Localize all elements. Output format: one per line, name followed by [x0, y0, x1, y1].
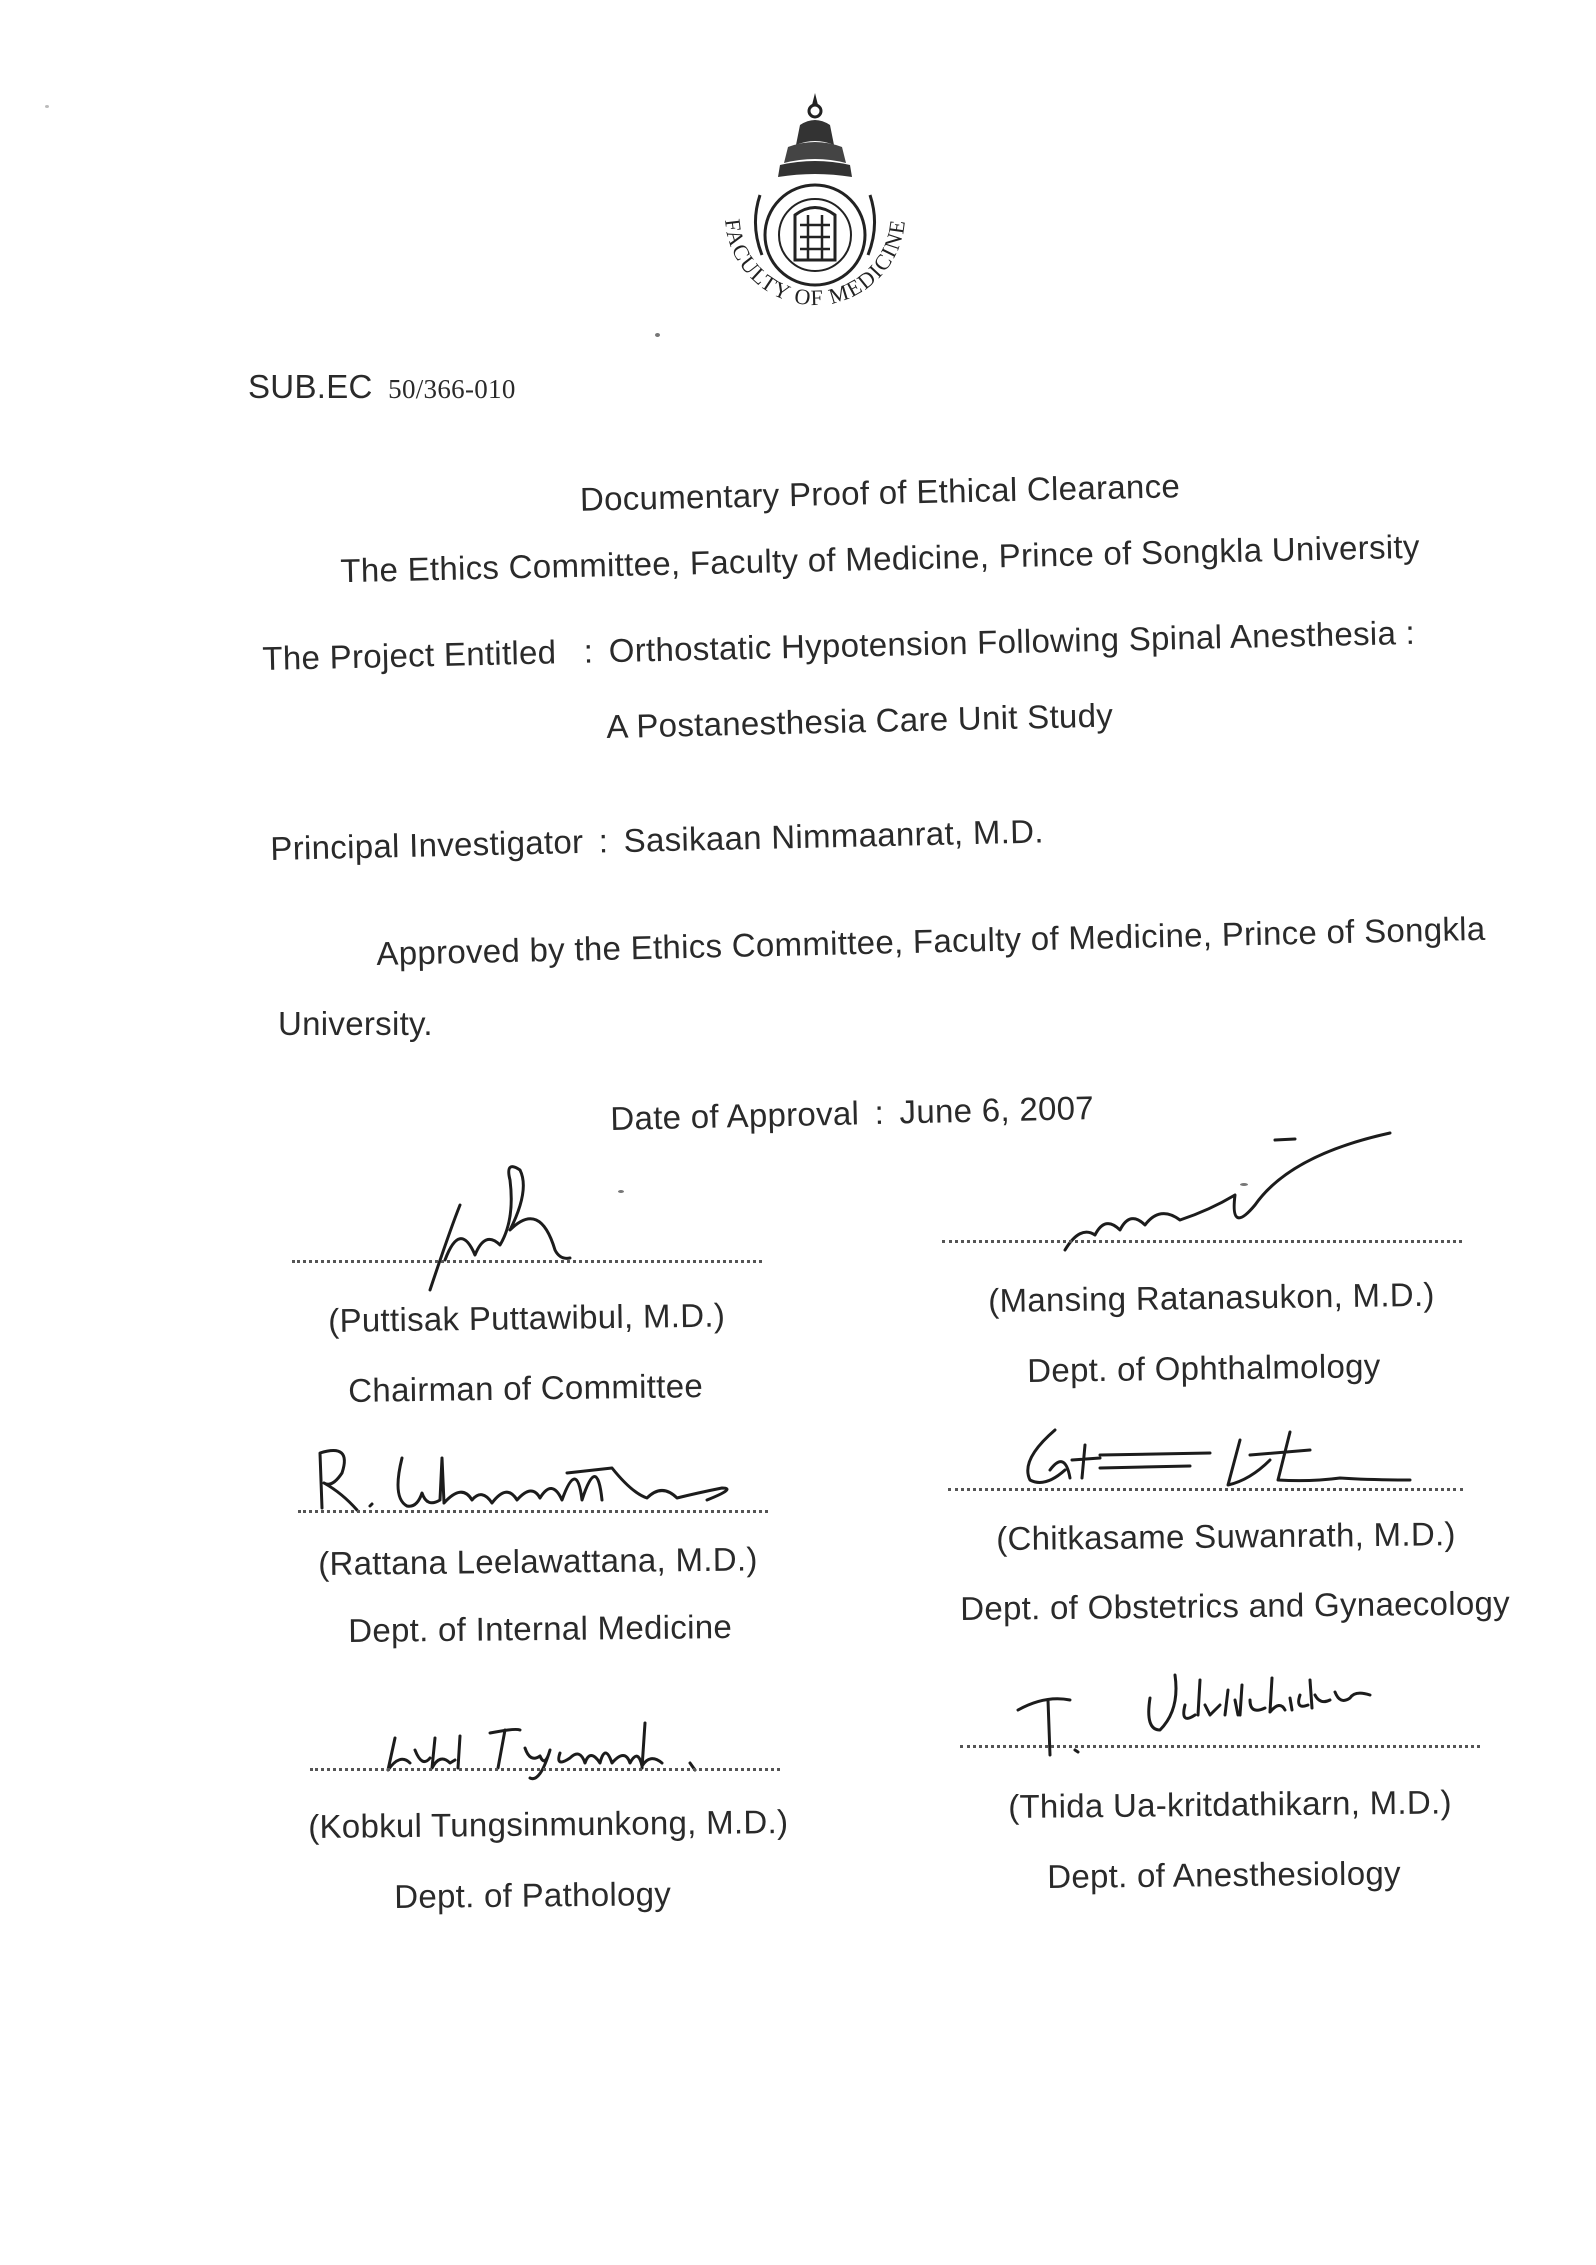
signatory-role: Dept. of Pathology: [394, 1875, 672, 1915]
approval-date-row: [610, 1089, 1094, 1138]
reference-code: 50/366-010: [388, 374, 516, 404]
scan-speck: [655, 333, 660, 337]
signature-line: [292, 1260, 762, 1263]
signatory-role: Dept. of Ophthalmology: [1027, 1347, 1381, 1389]
committee-line: The Ethics Committee, Faculty of Medicine, Prince of Songkla University: [339, 527, 1421, 590]
project-colon: :: [583, 632, 594, 670]
scan-speck: [1240, 1183, 1248, 1186]
reference-prefix: SUB.EC: [248, 368, 373, 405]
approval-statement-end: University.: [278, 1005, 433, 1042]
scan-speck: [45, 105, 49, 108]
signatory-name: (Puttisak Puttawibul, M.D.): [328, 1296, 726, 1339]
project-label: The Project Entitled: [262, 633, 557, 677]
faculty-seal-icon: [700, 85, 930, 340]
signatory-role: Chairman of Committee: [348, 1367, 704, 1409]
signature-chitkasame: [1010, 1420, 1430, 1495]
signatory-name: (Chitkasame Suwanrath, M.D.): [996, 1515, 1456, 1557]
approval-date-colon: :: [874, 1093, 885, 1131]
scan-speck: [618, 1190, 624, 1193]
document-title: Documentary Proof of Ethical Clearance: [579, 467, 1181, 518]
signature-line: [310, 1768, 780, 1771]
signature-line: [298, 1510, 768, 1513]
signatory-role: Dept. of Obstetrics and Gynaecology: [960, 1584, 1511, 1627]
project-row: [262, 614, 1415, 678]
signatory-name: (Mansing Ratanasukon, M.D.): [988, 1275, 1435, 1319]
signatory-name: (Thida Ua-kritdathikarn, M.D.): [1008, 1783, 1452, 1825]
signature-thida: [1010, 1670, 1430, 1770]
signature-line: [942, 1240, 1462, 1243]
investigator-label: Principal Investigator: [270, 822, 584, 867]
project-title-line1: Orthostatic Hypotension Following Spinal Anesthesia :: [608, 613, 1416, 670]
signatory-role: Dept. of Internal Medicine: [348, 1607, 733, 1649]
faculty-seal: [700, 85, 930, 340]
approval-date-label: Date of Approval: [610, 1094, 860, 1137]
signature-rattana: [312, 1438, 752, 1518]
signatory-name: (Kobkul Tungsinmunkong, M.D.): [308, 1802, 789, 1845]
reference-number: [248, 368, 516, 406]
investigator-row: [270, 812, 1044, 868]
signatory-name: (Rattana Leelawattana, M.D.): [318, 1540, 758, 1582]
svg-text:FACULTY OF MEDICINE: FACULTY OF MEDICINE: [719, 217, 911, 311]
approval-statement: Approved by the Ethics Committee, Faculty of Medicine, Prince of Songkla: [376, 909, 1486, 972]
project-title-line2: A Postanesthesia Care Unit Study: [606, 696, 1114, 745]
investigator-colon: :: [598, 822, 609, 860]
approval-date: June 6, 2007: [899, 1089, 1095, 1131]
signature-line: [948, 1488, 1463, 1491]
signature-line: [960, 1745, 1480, 1748]
signatory-role: Dept. of Anesthesiology: [1047, 1854, 1402, 1895]
signature-mansing: [1060, 1125, 1400, 1255]
signature-puttisak: [420, 1160, 600, 1295]
investigator-name: Sasikaan Nimmaanrat, M.D.: [623, 812, 1045, 859]
